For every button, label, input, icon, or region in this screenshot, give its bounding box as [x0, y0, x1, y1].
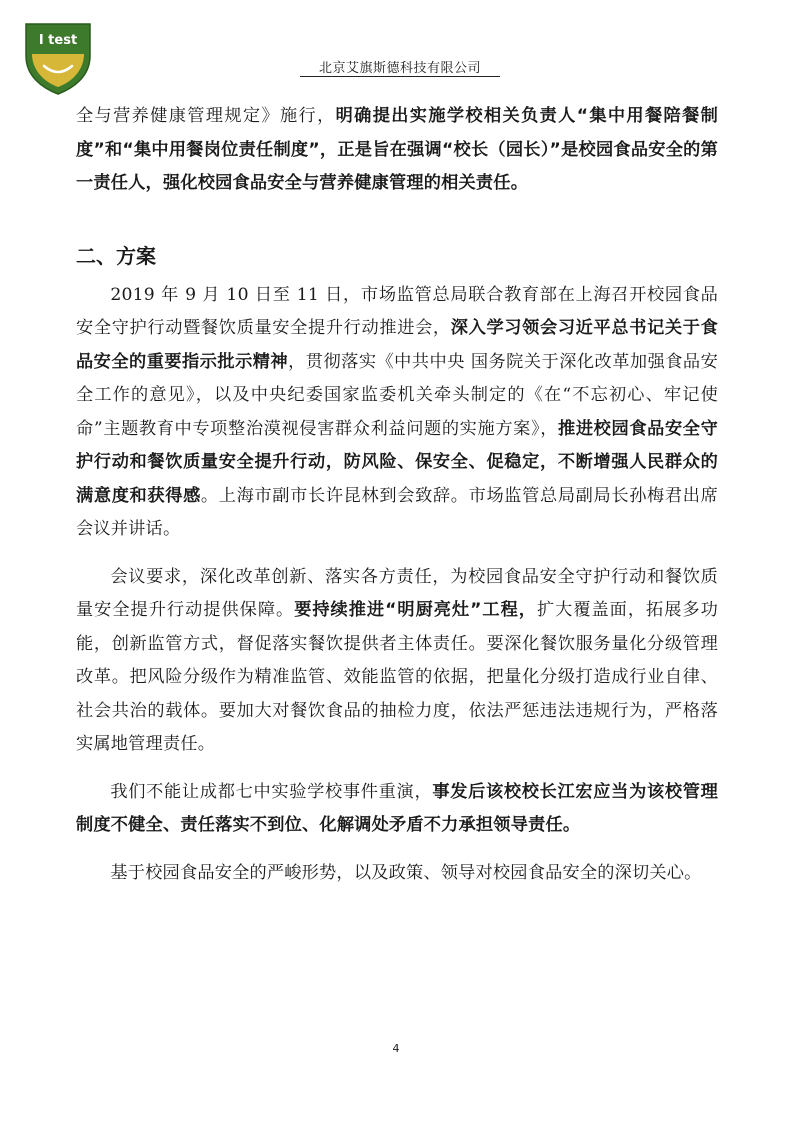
logo-text: I test: [38, 33, 78, 48]
paragraph-5: 基于校园食品安全的严峻形势，以及政策、领导对校园食品安全的深切关心。: [110, 862, 702, 883]
company-logo: [22, 20, 94, 96]
section-heading: 二、方案: [76, 243, 156, 268]
document-body: [76, 100, 718, 890]
page-number: 4: [392, 1042, 400, 1055]
paragraph-2: 2019 年 9 月 10 日至 11 日，市场监管总局联合教育部在上海召开校园食品安全守护行动暨餐饮质量安全提升行动推进会，深入学习领会习近平总书记关于食品安全的重要指示批示精神，贯彻落实《中共中央 国务院关于深化改革加强食品安全工作的意见》，以及中央纪委国家监委机关牵头制定的《在“不忘初心、牢记使命”主题教育中专项整治漠视侵害群众利益问题的实施方案》，推进校园食品安全守护行动和餐饮质量安全提升行动，防风险、保安全、促稳定，不断增强人民群众的满意度和获得感。上海市副市长许昆林到会致辞。市场监管总局副局长孙梅君出席会议并讲话。: [76, 284, 718, 539]
paragraph-3: 会议要求，深化改革创新、落实各方责任，为校园食品安全守护行动和餐饮质量安全提升行动提供保障。要持续推进“明厨亮灶”工程，扩大覆盖面，拓展多功能，创新监管方式，督促落实餐饮提供者主体责任。要深化餐饮服务量化分级管理改革。把风险分级作为精准监管、效能监管的依据，把量化分级打造成行业自律、社会共治的载体。要加大对餐饮食品的抽检力度，依法严惩违法违规行为，严格落实属地管理责任。: [76, 566, 718, 754]
paragraph-1: 全与营养健康管理规定》施行，明确提出实施学校相关负责人“集中用餐陪餐制度”和“集中用餐岗位责任制度”，正是旨在强调“校长（园长）”是校园食品安全的第一责任人，强化校园食品安全与营养健康管理的相关责任。: [76, 106, 718, 193]
header-rule: [300, 76, 500, 77]
company-name: 北京艾旗斯德科技有限公司: [318, 61, 481, 76]
paragraph-4: 我们不能让成都七中实验学校事件重演，事发后该校校长江宏应当为该校管理制度不健全、责任落实不到位、化解调处矛盾不力承担领导责任。: [76, 781, 718, 835]
